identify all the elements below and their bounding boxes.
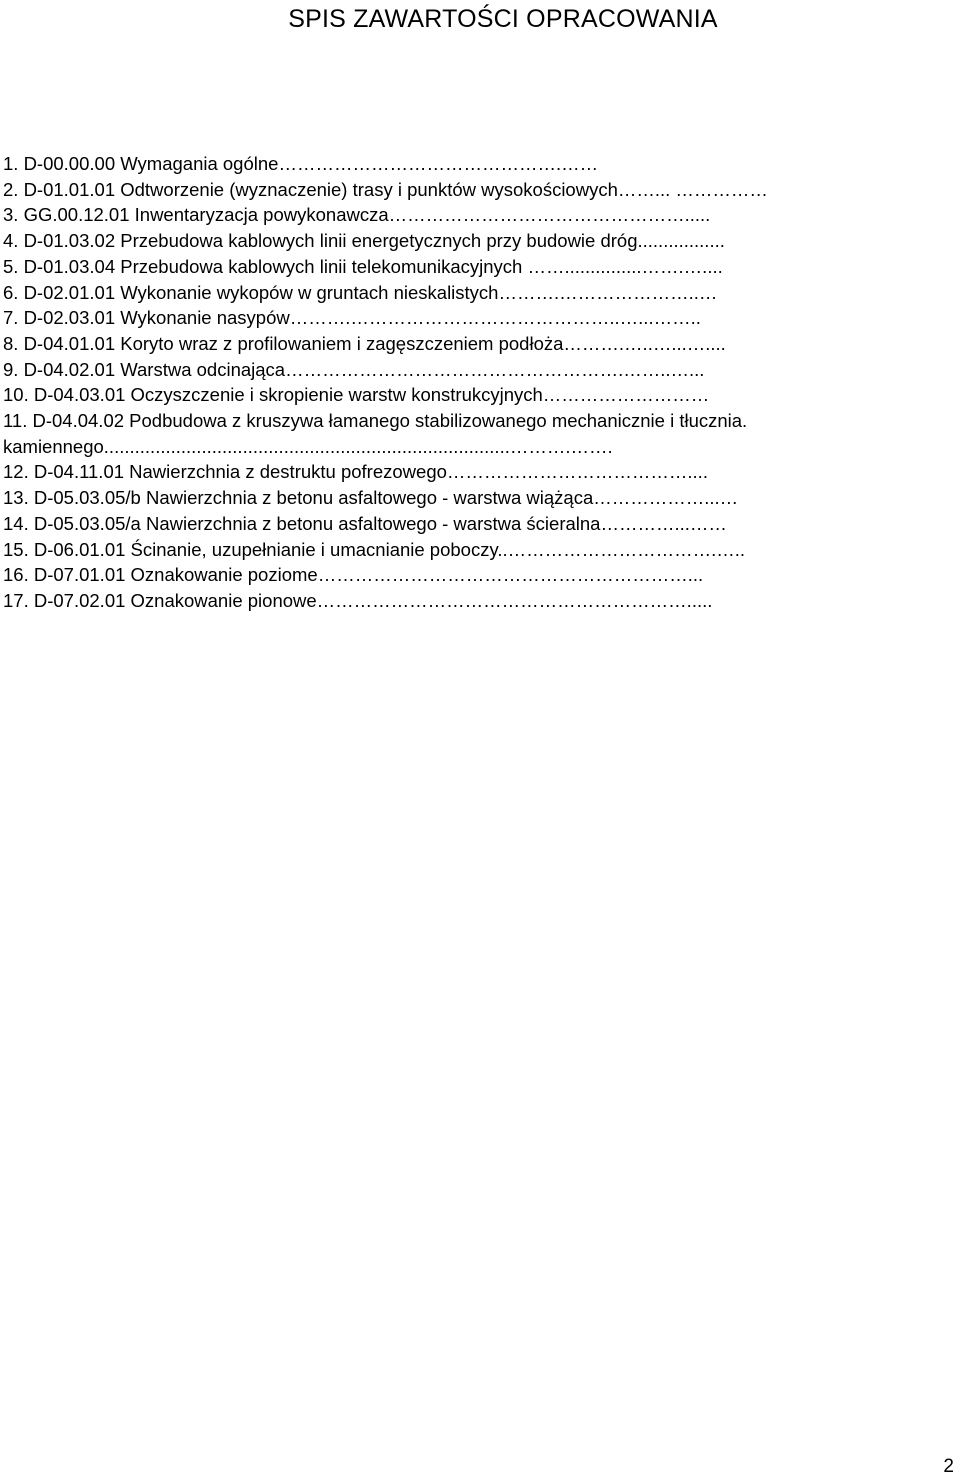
toc-item: 4. D-01.03.02 Przebudowa kablowych linii energetycznych przy budowie dróg................. (3, 230, 725, 252)
toc-item: 5. D-01.03.04 Przebudowa kablowych linii telekomunikacyjnych ……...............…….….... (3, 255, 723, 277)
toc-item: 17. D-07.02.01 Oznakowanie pionowe……………………………………………………..... (3, 589, 713, 611)
toc-item: 11. D-04.04.02 Podbudowa z kruszywa łamanego stabilizowanego mechanicznie i tłucznia. (3, 410, 748, 432)
toc-item: 12. D-04.11.01 Nawierzchnia z destruktu pofrezowego………………………………….... (3, 461, 708, 483)
page-title: SPIS ZAWARTOŚCI OPRACOWANIA (288, 5, 718, 33)
toc-item: 3. GG.00.12.01 Inwentaryzacja powykonawcza…………………………………………..... (3, 204, 711, 226)
toc-item: 8. D-04.01.01 Koryto wraz z profilowaniem i zagęszczeniem podłoża……….…..…...….... (3, 332, 726, 354)
toc-item: 14. D-05.03.05/a Nawierzchnia z betonu asfaltowego - warstwa ścieralna…………...…… (3, 512, 727, 534)
toc-item: 10. D-04.03.01 Oczyszczenie i skropienie warstw konstrukcyjnych……………………… (3, 384, 710, 406)
page-number: 2 (943, 1456, 954, 1477)
toc-item-continuation: kamiennego...............................................................................……….……. (3, 435, 613, 457)
toc-item: 16. D-07.01.01 Oznakowanie poziome……………………………………………………... (3, 564, 704, 586)
toc-item: 1. D-00.00.00 Wymagania ogólne……………………………………….…… (3, 153, 599, 174)
toc-item: 15. D-06.01.01 Ścinanie, uzupełnianie i umacnianie poboczy..…………………………….….. (3, 538, 746, 560)
toc-item: 13. D-05.03.05/b Nawierzchnia z betonu asfaltowego - warstwa wiążąca………………...… (3, 487, 739, 509)
toc-item: 9. D-04.02.01 Warstwa odcinająca……………………………………………….……..…... (3, 358, 705, 380)
table-of-contents (3, 151, 768, 614)
toc-item: 2. D-01.01.01 Odtworzenie (wyznaczenie) trasy i punktów wysokościowych……... …………… (3, 178, 768, 200)
toc-item: 6. D-02.01.01 Wykonanie wykopów w gruntach nieskalistych……….…………………..… (3, 281, 718, 303)
toc-item: 7. D-02.03.01 Wykonanie nasypów……….……………………………………..…...…….. (3, 307, 701, 329)
